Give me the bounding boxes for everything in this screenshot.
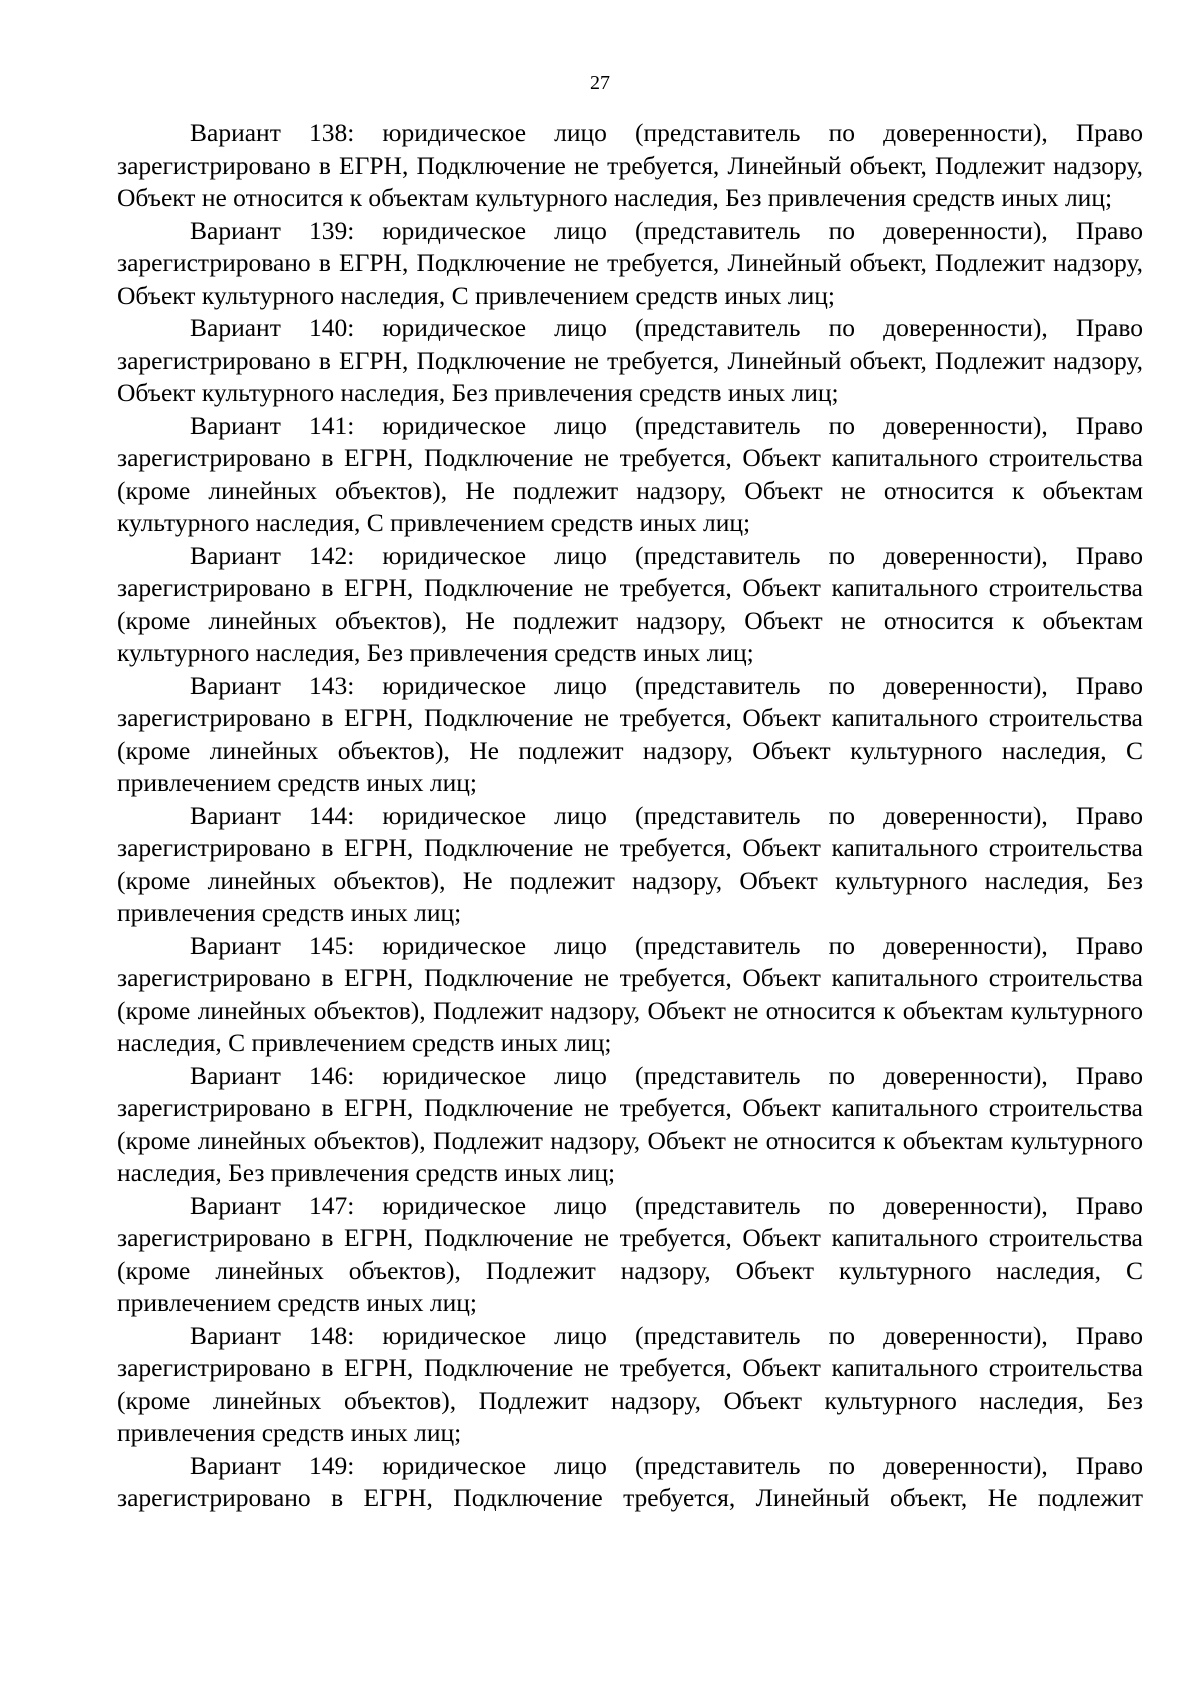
variant-paragraph-140: Вариант 140: юридическое лицо (представитель по доверенности), Право зарегистрировано в ЕГРН, Подключение не требуется, Линейный объект, Подлежит надзору, Объект культурного наследия, Без привлечения средств иных лиц; — [117, 313, 1143, 407]
variant-paragraph-139: Вариант 139: юридическое лицо (представитель по доверенности), Право зарегистрировано в ЕГРН, Подключение не требуется, Линейный объект, Подлежит надзору, Объект культурного наследия, С привлечением средств иных лиц; — [117, 215, 1143, 310]
variant-paragraph-148: Вариант 148: юридическое лицо (представитель по доверенности), Право зарегистрировано в ЕГРН, Подключение не требуется, Объект капитального строительства (кроме линейных объектов), Подлежит надзору, Объект культурного наследия, Без привлечения средств иных лиц; — [117, 1320, 1143, 1447]
variant-paragraph-138: Вариант 138: юридическое лицо (представитель по доверенности), Право зарегистрировано в ЕГРН, Подключение не требуется, Линейный объект, Подлежит надзору, Объект не относится к объектам культурного наследия, Без привлечения средств иных лиц; — [117, 118, 1143, 212]
variant-paragraph-149: Вариант 149: юридическое лицо (представитель по доверенности), Право зарегистрировано в ЕГРН, Подключение требуется, Линейный объект, Не подлежит — [117, 1450, 1143, 1512]
document-body — [117, 117, 1143, 1515]
page-number: 27 — [590, 72, 610, 94]
variant-paragraph-145: Вариант 145: юридическое лицо (представитель по доверенности), Право зарегистрировано в ЕГРН, Подключение не требуется, Объект капитального строительства (кроме линейных объектов), Подлежит надзору, Объект не относится к объектам культурного наследия, С привлечением средств иных лиц; — [117, 930, 1143, 1057]
variant-paragraph-141: Вариант 141: юридическое лицо (представитель по доверенности), Право зарегистрировано в ЕГРН, Подключение не требуется, Объект капитального строительства (кроме линейных объектов), Не подлежит надзору, Объект не относится к объектам культурного наследия, С привлечением средств иных лиц; — [117, 410, 1143, 537]
variant-paragraph-143: Вариант 143: юридическое лицо (представитель по доверенности), Право зарегистрировано в ЕГРН, Подключение не требуется, Объект капитального строительства (кроме линейных объектов), Не подлежит надзору, Объект культурного наследия, С привлечением средств иных лиц; — [117, 670, 1143, 797]
variant-paragraph-144: Вариант 144: юридическое лицо (представитель по доверенности), Право зарегистрировано в ЕГРН, Подключение не требуется, Объект капитального строительства (кроме линейных объектов), Не подлежит надзору, Объект культурного наследия, Без привлечения средств иных лиц; — [117, 800, 1143, 927]
variant-paragraph-147: Вариант 147: юридическое лицо (представитель по доверенности), Право зарегистрировано в ЕГРН, Подключение не требуется, Объект капитального строительства (кроме линейных объектов), Подлежит надзору, Объект культурного наследия, С привлечением средств иных лиц; — [117, 1190, 1143, 1317]
variant-paragraph-142: Вариант 142: юридическое лицо (представитель по доверенности), Право зарегистрировано в ЕГРН, Подключение не требуется, Объект капитального строительства (кроме линейных объектов), Не подлежит надзору, Объект не относится к объектам культурного наследия, Без привлечения средств иных лиц; — [117, 540, 1143, 667]
variant-paragraph-146: Вариант 146: юридическое лицо (представитель по доверенности), Право зарегистрировано в ЕГРН, Подключение не требуется, Объект капитального строительства (кроме линейных объектов), Подлежит надзору, Объект не относится к объектам культурного наследия, Без привлечения средств иных лиц; — [117, 1060, 1143, 1187]
